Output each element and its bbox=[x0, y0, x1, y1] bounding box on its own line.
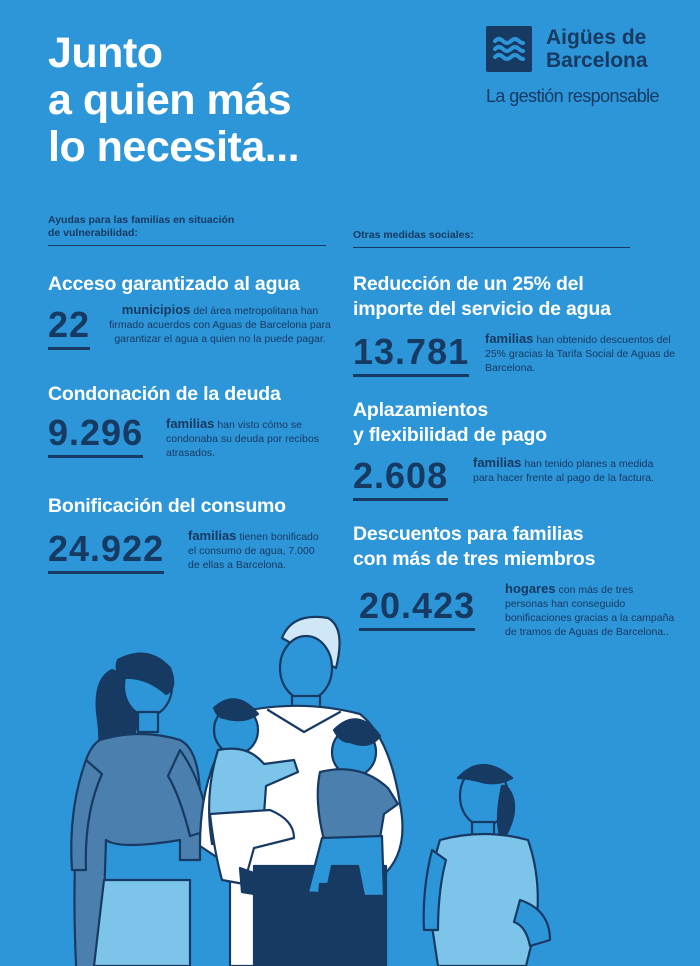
item-title-line-1: Reducción de un 25% del bbox=[353, 273, 584, 295]
logo-tagline: La gestión responsable bbox=[486, 86, 659, 106]
item-title: Acceso garantizado al agua bbox=[48, 273, 300, 295]
page-title bbox=[48, 30, 299, 171]
girl-figure bbox=[424, 765, 550, 966]
right-heading-text: Otras medidas sociales: bbox=[353, 229, 474, 241]
stat-description bbox=[473, 456, 673, 485]
stat-text: han obtenido descuentos del 25% gracias la Tarifa Social de Aguas de Barcelona. bbox=[485, 334, 676, 374]
stat-number: 9.296 bbox=[48, 413, 143, 458]
item-title bbox=[353, 522, 683, 572]
stat-description bbox=[188, 529, 328, 572]
left-heading-line-1: Ayudas para las familias en situación bbox=[48, 214, 235, 226]
stat-number: 20.423 bbox=[359, 586, 475, 631]
right-column-heading bbox=[353, 229, 630, 248]
stat-text: tienen bonificado el consumo de agua, 7.000 de ellas a Barcelona. bbox=[188, 531, 319, 571]
item-title-line-2: y flexibilidad de pago bbox=[353, 424, 547, 446]
stat-keyword: hogares bbox=[505, 581, 556, 596]
item-title bbox=[353, 272, 683, 322]
stat-keyword: familias bbox=[473, 455, 522, 470]
stat-number: 2.608 bbox=[353, 456, 448, 501]
stat-description bbox=[104, 303, 336, 346]
stat-number: 24.922 bbox=[48, 529, 164, 574]
left-item-debt bbox=[48, 382, 338, 472]
item-title: Bonificación del consumo bbox=[48, 495, 286, 517]
stat-text: han visto cómo se condonaba su deuda por recibos atrasados. bbox=[166, 419, 319, 459]
stat-text: han tenido planes a medida para hacer frente al pago de la factura. bbox=[473, 458, 654, 484]
right-item-deferral bbox=[353, 398, 683, 508]
title-line-3: lo necesita... bbox=[48, 123, 300, 171]
stat-keyword: municipios bbox=[121, 302, 191, 317]
stat-keyword: familias bbox=[485, 331, 534, 346]
item-title bbox=[353, 398, 683, 448]
stat-number: 13.781 bbox=[353, 332, 469, 377]
title-line-1: Junto bbox=[48, 29, 163, 77]
logo-name-line-1: Aigües de bbox=[546, 26, 647, 49]
stat-keyword: familias bbox=[188, 528, 237, 543]
brand-logo[interactable] bbox=[486, 24, 676, 114]
title-line-2: a quien más bbox=[48, 76, 292, 124]
stat-text: del área metropolitana han firmado acuerdos con Aguas de Barcelona para garantizar el agua a quien no la puede pagar. bbox=[109, 305, 331, 345]
logo-name bbox=[546, 26, 648, 72]
left-item-consumption bbox=[48, 494, 338, 594]
right-item-reduction bbox=[353, 272, 683, 382]
item-title: Condonación de la deuda bbox=[48, 383, 281, 405]
item-title-line-1: Aplazamientos bbox=[353, 399, 489, 421]
logo-waves-icon bbox=[486, 26, 532, 72]
left-heading-line-2: de vulnerabilidad: bbox=[48, 227, 138, 239]
stat-description bbox=[166, 417, 326, 460]
stat-number: 22 bbox=[48, 305, 90, 350]
item-title-line-2: con más de tres miembros bbox=[353, 548, 596, 570]
logo-name-line-2: Barcelona bbox=[546, 49, 648, 72]
stat-text: con más de tres personas han conseguido bonificaciones gracias a la campaña de tramos de Aguas de Barcelona.. bbox=[505, 584, 675, 638]
stat-description bbox=[485, 332, 683, 375]
woman-figure bbox=[71, 654, 210, 966]
item-title-line-2: importe del servicio de agua bbox=[353, 298, 611, 320]
item-title-line-1: Descuentos para familias bbox=[353, 523, 584, 545]
stat-keyword: familias bbox=[166, 416, 215, 431]
left-column-heading bbox=[48, 214, 326, 246]
family-illustration bbox=[0, 600, 700, 966]
left-item-access bbox=[48, 272, 338, 382]
